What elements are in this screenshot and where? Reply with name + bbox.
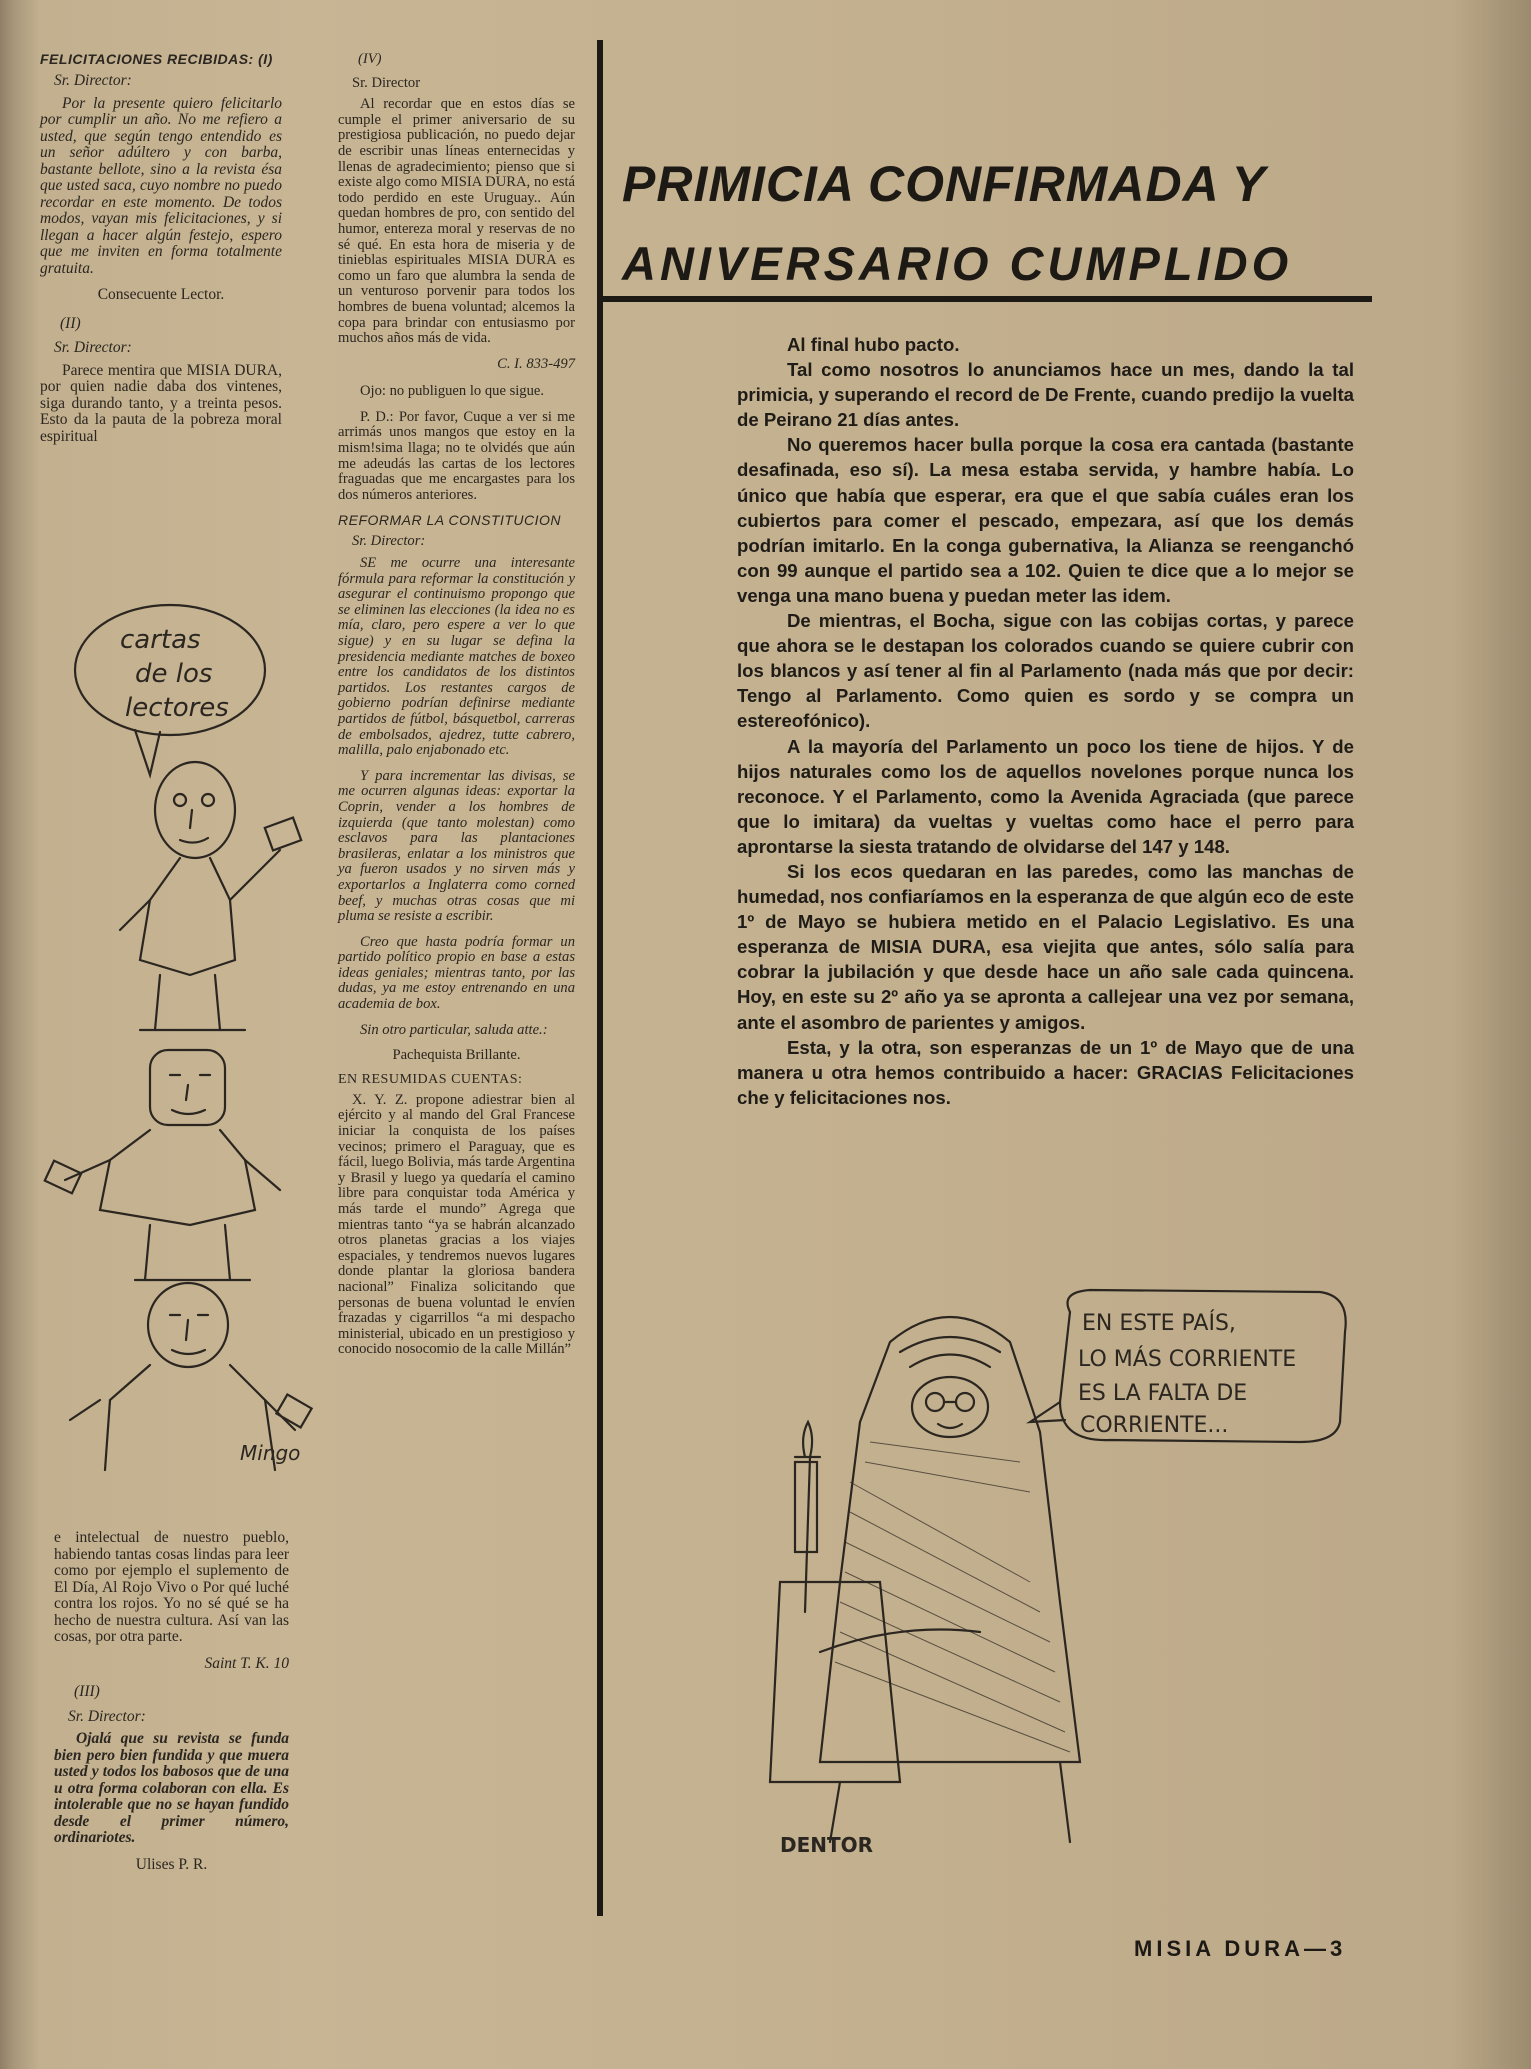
letter-text: Y para incrementar las divisas, se me ocurren algunas ideas: exportar la Coprin, vender a los hombres de izquierda (que tanto molestan) como esclavos para las plantaciones brasileras, enlatar a los ministros que ya fueron usados y no sirven más y exportarlos a Inglaterra como corned beef, y muchas otras cosas que mi pluma se resiste a escribir. — [338, 767, 575, 925]
artist-signature: Mingo — [240, 1441, 301, 1465]
bubble-text: cartas — [120, 625, 201, 655]
artist-signature: DENTOR — [780, 1833, 874, 1857]
letters-column-2 — [338, 52, 575, 1368]
vertical-rule — [597, 40, 603, 1916]
letter-text: Al recordar que en estos días se cumple el primer aniversario de su prestigiosa publicación, no puedo dejar de escribir unas líneas enternecidas y llenas de agradecimiento; pienso que si existe algo como MISIA DURA, no está todo perdido en este Uruguay.. Aún quedan hombres de pro, con sentido del humor, entereza moral y reservas de no sé qué. En esta hora de miseria y de tinieblas espirituales MISIA DURA es como un faro que alumbra la senda de un venturoso porvenir para todos los hombres de buena voluntad; alcemos la copa para brindar con entusiasmo por muchos años más de vida. — [338, 96, 575, 347]
letter-text: Ojalá que su revista se funda bien pero bien fundida y que muera usted y todos los babosos que de una u otra forma colaboran con ella. Es intolerable que no se hayan fundido desde el primer número, ordinariotes. — [54, 1730, 289, 1846]
bubble-text: lectores — [125, 693, 229, 723]
article-paragraph: De mientras, el Bocha, sigue con las cobijas cortas, y parece que ahora se le destapan los colorados cuando se quiere cubrir con los blancos y así tener al fin al Parlamento (nada más que por decir: Tengo al Parlamento. Como quien es sordo y se compra un estereofónico). — [737, 610, 1354, 732]
section-heading: REFORMAR LA CONSTITUCION — [338, 512, 562, 529]
bubble-text: CORRIENTE... — [1080, 1413, 1229, 1438]
title-line: ANIVERSARIO CUMPLIDO — [622, 237, 1293, 290]
section-heading: EN RESUMIDAS CUENTAS: — [338, 1071, 523, 1087]
stacked-readers-cartoon — [40, 600, 320, 1480]
article-body — [737, 332, 1354, 1110]
salutation: Sr. Director — [352, 74, 421, 91]
salutation: Sr. Director: — [352, 533, 426, 550]
article-paragraph: Al final hubo pacto. — [787, 334, 960, 355]
letter-text: Creo que hasta podría formar un partido político propio en base a estas ideas geniales; mientras tanto, por las dudas, ya me estoy entrenando en una academia de box. — [338, 933, 575, 1013]
letter-text: SE me ocurre una interesante fórmula para reformar la constitución y asegurar el continuismo propongo que se eliminen las elecciones (la idea no es mía, claro, pero espere a ver lo que sigue) y en su lugar se defina la presidencia mediante matches de boxeo entre los candidatos de los distintos partidos. Los restantes cargos de gobierno podrían definirse mediante partidos de fútbol, básquetbol, carreras de embolsados, ajedrez, tutte cabrero, malilla, palo enjabonado etc. — [338, 555, 575, 759]
bubble-text: de los — [135, 659, 213, 689]
page-footer: MISIA DURA—3 — [1134, 1936, 1347, 1961]
letters-column-1-bottom — [54, 1530, 289, 1885]
article-paragraph: Esta, y la otra, son esperanzas de un 1º de Mayo que de una manera u otra hemos contribuido a hacer: GRACIAS Felicitaciones che y felicitaciones nos. — [737, 1036, 1354, 1108]
bubble-text: ES LA FALTA DE — [1078, 1381, 1248, 1406]
salutation: Sr. Director: — [68, 1707, 146, 1725]
article-paragraph: A la mayoría del Parlamento un poco los tiene de hijos. Y de hijos naturales como los de aquellos novelones porque nunca los reconoce. Y el Parlamento, como la Avenida Agraciada (que parece que lo imitara) da vueltas y vueltas como hace el perro para aprontarse la siesta tratando de olvidarse del 147 y 148. — [737, 735, 1354, 857]
letter-signature: Pachequista Brillante. — [392, 1047, 521, 1064]
letter-signature: C. I. 833-497 — [497, 355, 575, 372]
letter-text: e intelectual de nuestro pueblo, habiendo tantas cosas lindas para leer como por ejemplo el suplemento de El Día, Al Rojo Vivo o Por qué luché contra los rojos. Yo no sé qué se ha hecho de nuestra cultura. Así van las cosas, por otra parte. — [54, 1529, 289, 1645]
bubble-text: EN ESTE PAÍS, — [1082, 1311, 1236, 1336]
article-paragraph: No queremos hacer bulla porque la cosa era cantada (bastante desafinada, eso sí). La mesa estaba servida, y hambre había. Lo único que había que esperar, era que el que sabía cuáles eran los cubiertos para comer el pescado, empezara, así que los demás podrían imitarlo. En la conga gubernativa, la Alianza se reenganchó con 99 aunque el partido sea a 102. Quien te dice que a lo mejor se venga una mano buena y puedan meter las idem. — [737, 434, 1354, 606]
title-line: PRIMICIA CONFIRMADA Y — [622, 156, 1267, 212]
letter-number: (IV) — [358, 51, 382, 67]
letter-text: X. Y. Z. propone adiestrar bien al ejército y al mando del Gral Francese iniciar la conquista de los países vecinos; primero el Paraguay, que es fácil, luego Bolivia, más tarde Argentina y Brasil y luego ya quedaría el camino libre para conquistar toda América y más tarde el mundo” Agrega que mientras tanto “ya se habrán alcanzado otros planetas gracias a los viajes espaciales, y tendremos nuevos lugares donde plantar la gloriosa bandera nacional” Finaliza solicitando que personas de buena voluntad le envíen frazadas y cigarrillos “a mi despacho ministerial, ubicado en un prestigioso y conocido nosocomio de la calle Millán” — [338, 1091, 575, 1358]
letter-text: Sin otro particular, saluda atte.: — [360, 1021, 548, 1038]
article-title — [622, 144, 1342, 304]
letter-signature: Ulises P. R. — [135, 1855, 208, 1873]
salutation: Sr. Director: — [54, 72, 132, 89]
salutation: Sr. Director: — [54, 339, 132, 356]
article-paragraph: Tal como nosotros lo anunciamos hace un mes, dando la tal primicia, y superando el record de De Frente, cuando predijo la vuelta de Peirano 21 días antes. — [737, 359, 1354, 431]
letter-number: (III) — [74, 1683, 100, 1700]
postscript-text: P. D.: Por favor, Cuque a ver si me arrimás unos mangos que estoy en la mism!sima llaga; no te olvidés que aún me adeudás las cartas de los lectores fraguadas que me encargastes para los dos números anteriores. — [338, 408, 575, 503]
letter-signature: Consecuente Lector. — [97, 286, 225, 303]
article-paragraph: Si los ecos quedaran en las paredes, como las manchas de humedad, nos confiaríamos en la esperanza de que algún eco de este 1º de Mayo se hubiera metido en el Palacio Legislativo. Es una esperanza de MISIA DURA, esa viejita que antes, sólo salía para cobrar la jubilación y que desde hace un año sale cada quincena. Hoy, en este su 2º año ya se apronta a callejear una vez por semana, ante el asombro de parientes y amigos. — [737, 860, 1354, 1033]
note-text: Ojo: no publiguen lo que sigue. — [360, 383, 545, 400]
letter-text: Por la presente quiero felicitarlo por cumplir un año. No me refiero a usted, que según tengo entendido es un señor adúltero y con barba, bastante bellote, sino a la revista ésa que usted saca, cuyo nombre no puedo recordar en este momento. De todos modos, vayan mis felicitaciones, y si llegan a hacer algún festejo, espero que me inviten en forma totalmente gratuita. — [40, 94, 282, 277]
letter-signature: Saint T. K. 10 — [204, 1654, 289, 1672]
letters-column-1-top — [40, 52, 282, 455]
letter-text: Parece mentira que MISIA DURA, por quien nadie daba dos vintenes, siga durando tanto, y a treinta pesos. Esto da la pauta de la pobreza moral espiritual — [40, 361, 282, 445]
section-heading: FELICITACIONES RECIBIDAS: (I) — [40, 51, 273, 67]
bubble-text: LO MÁS CORRIENTE — [1078, 1347, 1297, 1372]
letter-number: (II) — [60, 314, 81, 332]
misia-dura-candle-cartoon — [760, 1282, 1360, 1862]
